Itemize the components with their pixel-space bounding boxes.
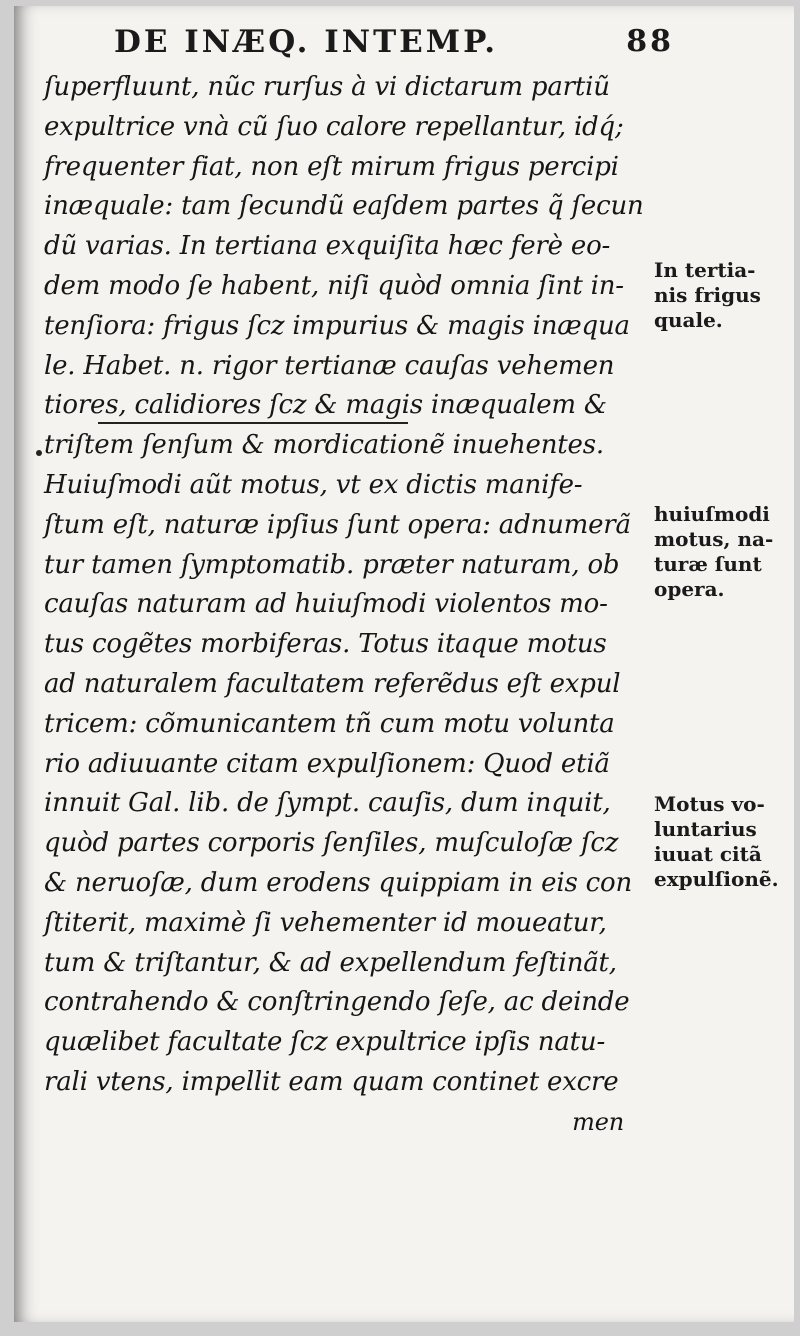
page-header (114, 24, 674, 64)
text-line: & neruoſæ, dum erodens quippiam in eis con (44, 867, 633, 898)
text-line: ad naturalem facultatem referẽdus eſt expul (44, 668, 621, 699)
text-line: tus cogẽtes morbiferas. Totus itaque motus (44, 629, 607, 660)
margin-note-line: opera. (654, 577, 725, 601)
margin-note-line: motus, na- (654, 527, 774, 551)
text-line: inæquale: tam ſecundũ eaſdem partes q̃ ſecun (44, 191, 644, 222)
margin-note-motus (654, 792, 794, 892)
margin-note-line: huiuſmodi (654, 502, 770, 526)
margin-note-line: turæ ſunt (654, 552, 762, 576)
book-page (14, 6, 794, 1322)
text-line: tiores, calidiores ſcz & magis inæqualem & (44, 390, 607, 421)
page-number: 88 (626, 24, 674, 59)
catchword: men (572, 1107, 624, 1136)
text-line: tum & triſtantur, & ad expellendum feſtinãt, (44, 947, 617, 978)
margin-note-line: nis frigus (654, 283, 761, 307)
text-line: tricem: cõmunicantem tñ cum motu volunta (44, 708, 615, 739)
text-line: dem modo ſe habent, niſi quòd omnia ſint in- (44, 270, 624, 301)
text-line: rali vtens, impellit eam quam continet excre (44, 1066, 619, 1097)
margin-note-line: In tertia- (654, 258, 756, 282)
text-line: frequenter fiat, non eſt mirum frigus percipi (44, 151, 619, 182)
body-text (44, 68, 644, 1143)
text-line: cauſas naturam ad huiuſmodi violentos mo- (44, 589, 608, 620)
text-line: tenſiora: frigus ſcz impurius & magis inæqua (44, 310, 630, 341)
margin-note-tertiana (654, 258, 794, 333)
text-line: expultrice vnà cũ ſuo calore repellantur, idq́; (44, 111, 624, 142)
text-line: ſtum eſt, naturæ ipſius ſunt opera: adnumerã (44, 509, 631, 540)
margin-note-line: Motus vo- (654, 792, 765, 816)
margin-bullet-mark (36, 450, 42, 456)
text-line: le. Habet. n. rigor tertianæ cauſas vehemen (44, 350, 615, 381)
text-line: Huiuſmodi aũt motus, vt ex dictis manife- (44, 469, 583, 500)
text-line: rio adiuuante citam expulſionem: Quod etiã (44, 748, 610, 779)
margin-note-line: quale. (654, 308, 723, 332)
text-line: quòd partes corporis ſenſiles, muſculoſæ ſcz (44, 828, 619, 859)
text-line: dũ varias. In tertiana exquiſita hæc ferè eo- (44, 231, 611, 262)
text-line: innuit Gal. lib. de ſympt. cauſis, dum inquit, (44, 788, 611, 819)
text-line: tur tamen ſymptomatib. præter naturam, ob (44, 549, 620, 580)
running-title: DE INÆQ. INTEMP. (114, 24, 499, 60)
margin-note-line: expulſionẽ. (654, 867, 779, 891)
text-line: ſuperfluunt, nũc rurſus à vi dictarum partiũ (44, 72, 610, 102)
text-line: ſtiterit, maximè ſi vehementer id moueatur, (44, 907, 607, 938)
text-line: contrahendo & conſtringendo ſeſe, ac deinde (44, 987, 630, 1018)
text-line: quælibet facultate ſcz expultrice ipſis natu- (44, 1027, 606, 1058)
margin-note-line: iuuat citã (654, 842, 762, 866)
margin-note-huiusmodi (654, 502, 794, 602)
margin-note-line: luntarius (654, 817, 757, 841)
text-line: triſtem ſenſum & mordicationẽ inuehentes. (44, 430, 604, 461)
